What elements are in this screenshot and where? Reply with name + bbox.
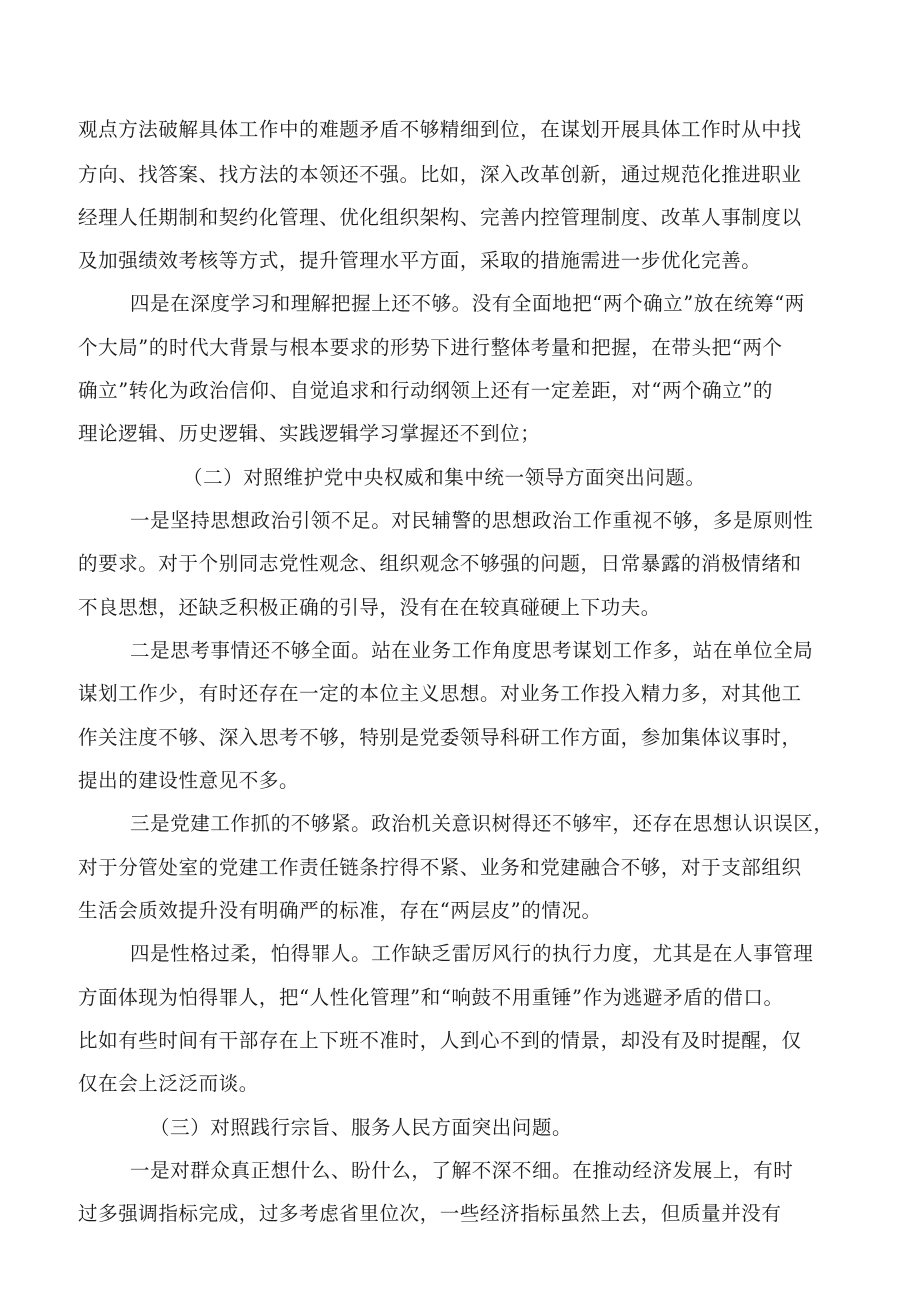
- body-text-line: 仅在会上泛泛而谈。: [78, 1072, 259, 1095]
- section-heading-3: （三）对照践行宗旨、服务人民方面突出问题。: [150, 1116, 573, 1139]
- body-text-line: 过多强调指标完成，过多考虑省里位次，一些经济指标虽然上去，但质量并没有: [78, 1202, 782, 1225]
- body-text-line: 观点方法破解具体工作中的难题矛盾不够精细到位，在谋划开展具体工作时从中找: [78, 118, 802, 141]
- body-text-line: 的要求。对于个别同志党性观念、组织观念不够强的问题，日常暴露的消极情绪和: [78, 552, 802, 575]
- body-text-line: 方面体现为怕得罪人，把“人性化管理”和“响鼓不用重锤”作为逃避矛盾的借口。: [78, 986, 784, 1009]
- paragraph-first-line: 一是对群众真正想什么、盼什么，了解不深不细。在推动经济发展上，有时: [130, 1159, 794, 1182]
- body-text-line: 及加强绩效考核等方式，提升管理水平方面，采取的措施需进一步优化完善。: [78, 249, 762, 272]
- body-text-line: 生活会质效提升没有明确严的标准，存在“两层皮”的情况。: [78, 899, 602, 922]
- body-text-line: 谋划工作少，有时还存在一定的本位主义思想。对业务工作投入精力多，对其他工: [78, 682, 802, 705]
- paragraph-first-line: 三是党建工作抓的不够紧。政治机关意识树得还不够牢，还存在思想认识误区，: [130, 812, 834, 835]
- body-text-line: 对于分管处室的党建工作责任链条拧得不紧、业务和党建融合不够，对于支部组织: [78, 856, 802, 879]
- body-text-line: 方向、找答案、找方法的本领还不强。比如，深入改革创新，通过规范化推进职业: [78, 163, 802, 186]
- paragraph-first-line: 二是思考事情还不够全面。站在业务工作角度思考谋划工作多，站在单位全局: [130, 639, 814, 662]
- body-text-line: 比如有些时间有干部存在上下班不准时，人到心不到的情景，却没有及时提醒，仅: [78, 1029, 802, 1052]
- paragraph-first-line: 四是性格过柔，怕得罪人。工作缺乏雷厉风行的执行力度，尤其是在人事管理: [130, 942, 814, 965]
- section-heading-2: （二）对照维护党中央权威和集中统一领导方面突出问题。: [183, 466, 706, 489]
- body-text-line: 提出的建设性意见不多。: [78, 769, 300, 792]
- paragraph-first-line: 四是在深度学习和理解把握上还不够。没有全面地把“两个确立”放在统筹“两: [130, 292, 805, 315]
- paragraph-first-line: 一是坚持思想政治引领不足。对民辅警的思想政治工作重视不够，多是原则性: [130, 509, 814, 532]
- body-text-line: 个大局”的时代大背景与根本要求的形势下进行整体考量和把握，在带头把“两个: [78, 336, 783, 359]
- body-text-line: 作关注度不够、深入思考不够，特别是党委领导科研工作方面，参加集体议事时，: [78, 726, 802, 749]
- body-text-line: 理论逻辑、历史逻辑、实践逻辑学习掌握还不到位；: [78, 422, 541, 445]
- body-text-line: 经理人任期制和契约化管理、优化组织架构、完善内控管理制度、改革人事制度以: [78, 206, 802, 229]
- body-text-line: 不良思想，还缺乏积极正确的引导，没有在在较真碰硬上下功夫。: [78, 596, 661, 619]
- body-text-line: 确立”转化为政治信仰、自觉追求和行动纲领上还有一定差距，对“两个确立”的: [78, 379, 774, 402]
